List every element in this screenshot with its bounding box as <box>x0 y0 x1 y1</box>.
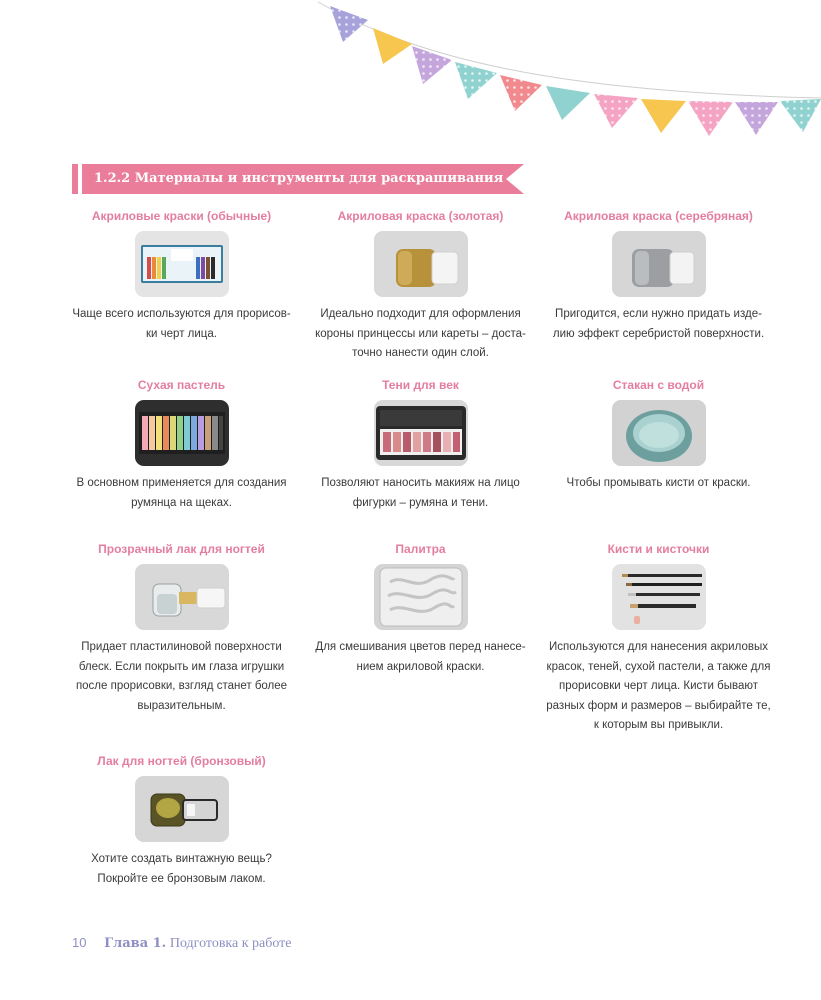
item-description: Пригодится, если нужно придать изде- лию эффект серебристой поверхности. <box>552 308 765 340</box>
eyeshadow-palette-image <box>374 400 468 466</box>
item-description: Для смешивания цветов перед нанесе- нием акриловой краски. <box>315 641 526 673</box>
chapter-label: Глава 1. <box>104 936 167 951</box>
item-title: Прозрачный лак для ногтей <box>98 542 265 556</box>
item-description: Позволяют наносить макияж на лицо фигурки – румяна и тени. <box>321 477 520 509</box>
palette-image <box>374 564 468 630</box>
brushes-image <box>612 564 706 630</box>
item-title: Акриловые краски (обычные) <box>91 209 272 223</box>
item-description: Чтобы промывать кисти от краски. <box>566 477 751 489</box>
flag-8 <box>641 99 686 133</box>
item-title: Палитра <box>395 542 446 556</box>
item-palette <box>303 541 538 677</box>
item-gold-paint <box>303 208 538 364</box>
flag-1 <box>330 6 368 42</box>
section-header-stripe <box>72 164 78 194</box>
acrylic-paint-set-image <box>135 231 229 297</box>
item-title: Кисти и кисточки <box>607 542 710 556</box>
clear-nail-polish-image <box>135 564 229 630</box>
item-water-cup <box>541 377 776 494</box>
flag-5 <box>500 75 542 111</box>
item-description: Хотите создать винтажную вещь? Покройте ее бронзовым лаком. <box>91 853 272 885</box>
flag-9 <box>688 101 733 136</box>
item-title: Лак для ногтей (бронзовый) <box>97 754 266 768</box>
item-description: Придает пластилиновой поверхности блеск. Если покрыть им глаза игрушки после прорисовки, взгляд станет более выразительным. <box>75 641 288 712</box>
section-title: 1.2.2 Материалы и инструменты для раскрашивания <box>94 171 504 186</box>
chapter-title: Подготовка к работе <box>169 936 292 951</box>
flag-3 <box>412 46 452 84</box>
item-clear-nail-polish <box>64 541 299 716</box>
item-title: Акриловая краска (серебряная) <box>564 209 753 223</box>
bronze-nail-polish-image <box>135 776 229 842</box>
silver-paint-jar-image <box>612 231 706 297</box>
gold-paint-jar-image <box>374 231 468 297</box>
flag-10 <box>735 102 778 135</box>
item-acrylic-paints <box>64 208 299 344</box>
page-footer <box>72 935 292 952</box>
item-description: Идеально подходит для оформления короны принцессы или кареты – доста- точно нанести один слой. <box>315 308 526 359</box>
item-description: Чаще всего используются для прорисов- ки черт лица. <box>72 308 291 340</box>
item-silver-paint <box>541 208 776 344</box>
item-description: В основном применяется для создания румянца на щеках. <box>76 477 287 509</box>
item-dry-pastel <box>64 377 299 513</box>
flag-4 <box>455 62 497 99</box>
flag-6 <box>546 86 590 120</box>
item-title: Стакан с водой <box>612 378 705 392</box>
item-brushes <box>541 541 776 736</box>
item-title: Тени для век <box>382 378 459 392</box>
water-cup-image <box>612 400 706 466</box>
flag-7 <box>594 94 638 128</box>
item-title: Акриловая краска (золотая) <box>337 209 504 223</box>
page-number: 10 <box>72 935 87 950</box>
dry-pastel-image <box>135 400 229 466</box>
item-description: Используются для нанесения акриловых красок, теней, сухой пастели, а также для прорисовки черт лица. Кисти бывают разных форм и размеров – выбирайте те, к которым вы привыкли. <box>546 641 771 731</box>
flag-2 <box>373 28 412 64</box>
bunting-decoration <box>0 0 821 150</box>
flag-11 <box>780 99 821 132</box>
item-title: Сухая пастель <box>137 378 226 392</box>
item-eyeshadow <box>303 377 538 513</box>
item-bronze-nail-polish <box>64 753 299 889</box>
